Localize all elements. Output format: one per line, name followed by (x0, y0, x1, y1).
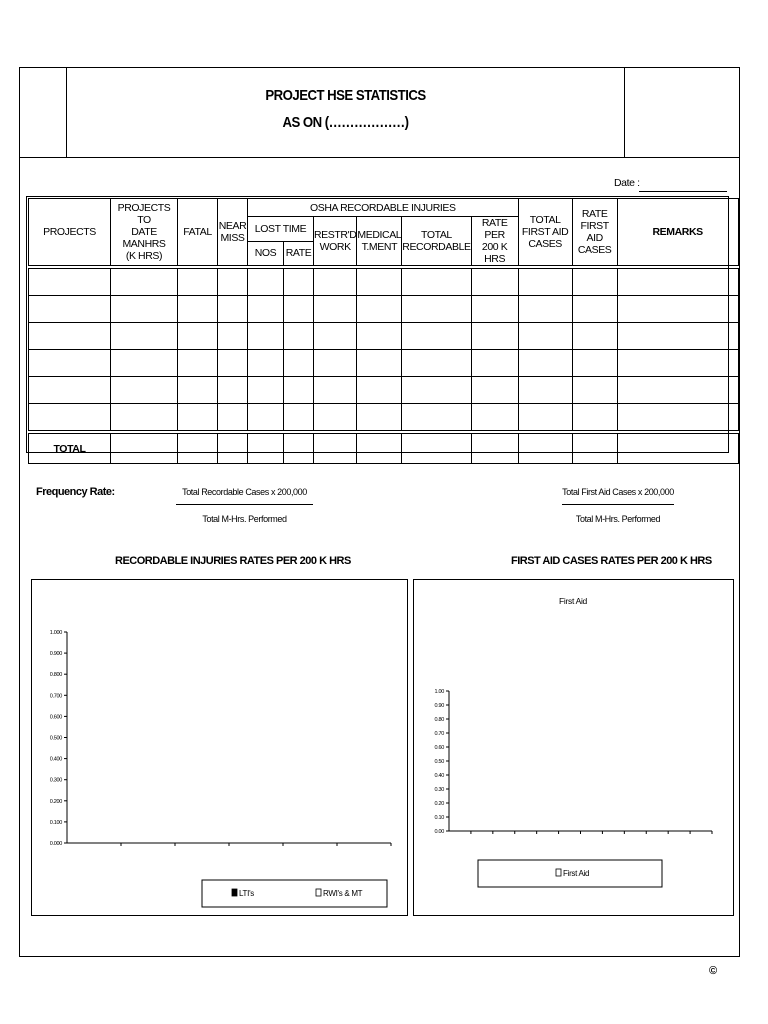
frequency-left-numerator: Total Recordable Cases x 200,000 (182, 487, 307, 497)
frequency-right-fraction-line (562, 504, 674, 505)
table-cell[interactable] (248, 269, 284, 296)
table-cell[interactable] (357, 377, 402, 404)
table-cell[interactable] (617, 377, 738, 404)
legend-entry: RWI's & MT (323, 889, 363, 898)
table-cell[interactable] (248, 296, 284, 323)
table-cell[interactable] (357, 350, 402, 377)
header-band (20, 68, 739, 158)
table-cell[interactable] (284, 404, 314, 431)
table-cell[interactable] (572, 296, 617, 323)
y-tick-label: 0.500 (49, 735, 62, 742)
col-header-projects-to-date: PROJECTS TO DATE MANHRS (K HRS) (111, 199, 178, 266)
table-cell[interactable] (178, 404, 218, 431)
table-cell[interactable] (218, 404, 248, 431)
y-tick-label: 0.60 (434, 745, 444, 751)
table-cell[interactable] (218, 296, 248, 323)
table-cell[interactable] (518, 350, 572, 377)
total-row-label: TOTAL (29, 434, 111, 464)
frequency-left-denominator: Total M-Hrs. Performed (202, 514, 287, 524)
y-tick-label: 0.20 (434, 801, 444, 807)
table-cell[interactable] (518, 404, 572, 431)
table-cell[interactable] (218, 323, 248, 350)
legend-entry: First Aid (563, 869, 590, 878)
col-group-lost-time: LOST TIME (248, 217, 314, 242)
table-cell[interactable] (572, 404, 617, 431)
table-cell[interactable] (617, 404, 738, 431)
col-header-total-recordable: TOTAL RECORDABLE (402, 217, 471, 266)
table-cell[interactable] (617, 269, 738, 296)
table-cell[interactable] (284, 323, 314, 350)
table-cell[interactable] (471, 269, 518, 296)
legend-swatch (316, 889, 321, 896)
legend-entry: LTI's (239, 889, 254, 898)
table-row (29, 296, 739, 323)
table-cell[interactable] (617, 296, 738, 323)
table-cell[interactable] (248, 350, 284, 377)
table-cell[interactable] (284, 350, 314, 377)
chart-title-first-aid: FIRST AID CASES RATES PER 200 K HRS (511, 555, 712, 567)
y-tick-label: 1.00 (434, 689, 444, 695)
col-header-medical-tment: MEDICAL T.MENT (357, 217, 402, 266)
frequency-right-numerator: Total First Aid Cases x 200,000 (562, 487, 674, 497)
page-subtitle: AS ON (………………) (282, 114, 409, 131)
table-cell[interactable] (284, 377, 314, 404)
y-tick-label: 0.900 (49, 651, 62, 658)
table-cell[interactable] (178, 350, 218, 377)
table-cell[interactable] (248, 404, 284, 431)
table-row (29, 350, 739, 377)
col-header-rate-per-200k: RATE PER 200 K HRS (471, 217, 518, 266)
y-tick-label: 0.50 (434, 759, 444, 765)
table-cell[interactable] (314, 323, 357, 350)
table-cell[interactable] (29, 323, 111, 350)
table-total-row (29, 434, 739, 464)
table-cell[interactable] (111, 377, 178, 404)
y-tick-label: 0.700 (49, 693, 62, 700)
table-cell[interactable] (314, 296, 357, 323)
chart-recordable (31, 579, 408, 916)
table-cell[interactable] (357, 404, 402, 431)
table-cell[interactable] (248, 377, 284, 404)
table-cell[interactable] (314, 377, 357, 404)
y-tick-label: 0.30 (434, 787, 444, 793)
table-cell[interactable] (471, 350, 518, 377)
table-cell[interactable] (518, 323, 572, 350)
y-tick-label: 0.300 (49, 777, 62, 784)
y-tick-label: 0.90 (434, 703, 444, 709)
table-cell[interactable] (218, 350, 248, 377)
table-cell[interactable] (357, 323, 402, 350)
table-cell[interactable] (111, 350, 178, 377)
table-cell[interactable] (218, 377, 248, 404)
table-cell[interactable] (572, 269, 617, 296)
table-cell[interactable] (357, 269, 402, 296)
table-cell[interactable] (29, 404, 111, 431)
col-header-rate-first-aid: RATE FIRST AID CASES (572, 199, 617, 266)
frequency-right-denominator: Total M-Hrs. Performed (575, 514, 661, 524)
table-row (29, 377, 739, 404)
table-cell[interactable] (248, 323, 284, 350)
page-title: PROJECT HSE STATISTICS (265, 87, 426, 104)
y-tick-label: 0.400 (49, 756, 62, 763)
table-cell[interactable] (111, 269, 178, 296)
table-cell[interactable] (471, 323, 518, 350)
table-cell[interactable] (284, 296, 314, 323)
table-cell[interactable] (314, 269, 357, 296)
table-cell[interactable] (402, 377, 471, 404)
table-cell[interactable] (111, 323, 178, 350)
table-cell[interactable] (178, 377, 218, 404)
table-row (29, 404, 739, 431)
y-tick-label: 0.00 (434, 829, 444, 835)
hse-statistics-table (28, 198, 739, 464)
y-tick-label: 0.70 (434, 731, 444, 737)
header-logo-box-right (624, 68, 739, 157)
col-header-remarks: REMARKS (617, 199, 738, 266)
copyright-mark: © (709, 965, 718, 977)
chart-first-aid-subtitle: First Aid (558, 596, 588, 606)
table-cell[interactable] (111, 404, 178, 431)
table-cell[interactable] (402, 269, 471, 296)
table-cell[interactable] (111, 296, 178, 323)
date-label: Date : (614, 177, 640, 189)
header-logo-box-left (20, 68, 67, 157)
y-tick-label: 0.800 (49, 672, 62, 679)
table-cell[interactable] (471, 377, 518, 404)
table-cell[interactable] (29, 350, 111, 377)
chart-first-aid-svg (414, 580, 733, 915)
table-cell[interactable] (617, 323, 738, 350)
chart-recordable-svg (32, 580, 407, 915)
table-cell[interactable] (402, 323, 471, 350)
table-cell[interactable] (218, 269, 248, 296)
table-cell[interactable] (402, 350, 471, 377)
col-header-rate: RATE (284, 241, 314, 266)
col-group-osha: OSHA RECORDABLE INJURIES (248, 199, 519, 217)
col-header-restrd-work: RESTR'D WORK (314, 217, 357, 266)
col-header-projects: PROJECTS (29, 199, 111, 266)
col-header-total-first-aid: TOTAL FIRST AID CASES (518, 199, 572, 266)
col-header-near-miss: NEAR MISS (218, 199, 248, 266)
table-cell[interactable] (518, 296, 572, 323)
y-tick-label: 0.200 (49, 798, 62, 805)
table-cell[interactable] (617, 350, 738, 377)
col-header-nos: NOS (248, 241, 284, 266)
legend-swatch (556, 869, 561, 876)
y-tick-label: 0.100 (49, 819, 62, 826)
table-cell[interactable] (314, 350, 357, 377)
table-cell[interactable] (471, 404, 518, 431)
frequency-left-fraction-line (176, 504, 313, 505)
table-cell[interactable] (284, 269, 314, 296)
table-cell[interactable] (178, 296, 218, 323)
frequency-rate-label: Frequency Rate: (36, 486, 115, 498)
table-row (29, 323, 739, 350)
table-cell[interactable] (572, 323, 617, 350)
table-cell[interactable] (29, 377, 111, 404)
table-cell[interactable] (29, 296, 111, 323)
table-cell[interactable] (178, 323, 218, 350)
table-cell[interactable] (518, 269, 572, 296)
table-cell[interactable] (178, 269, 218, 296)
table-cell[interactable] (357, 296, 402, 323)
table-cell[interactable] (572, 377, 617, 404)
y-tick-label: 0.40 (434, 773, 444, 779)
table-cell[interactable] (29, 269, 111, 296)
table-cell[interactable] (518, 377, 572, 404)
table-cell[interactable] (314, 404, 357, 431)
chart-first-aid (413, 579, 734, 916)
col-header-fatal: FATAL (178, 199, 218, 266)
y-tick-label: 0.000 (49, 841, 62, 847)
y-tick-label: 0.600 (49, 714, 62, 721)
table-cell[interactable] (471, 296, 518, 323)
table-cell[interactable] (572, 350, 617, 377)
y-tick-label: 0.80 (434, 717, 444, 723)
chart-title-recordable: RECORDABLE INJURIES RATES PER 200 K HRS (115, 555, 351, 567)
y-tick-label: 1.000 (49, 630, 62, 636)
table-cell[interactable] (402, 404, 471, 431)
y-tick-label: 0.10 (434, 815, 444, 821)
date-field[interactable] (639, 191, 727, 192)
legend-swatch (232, 889, 237, 896)
table-row (29, 269, 739, 296)
table-cell[interactable] (402, 296, 471, 323)
